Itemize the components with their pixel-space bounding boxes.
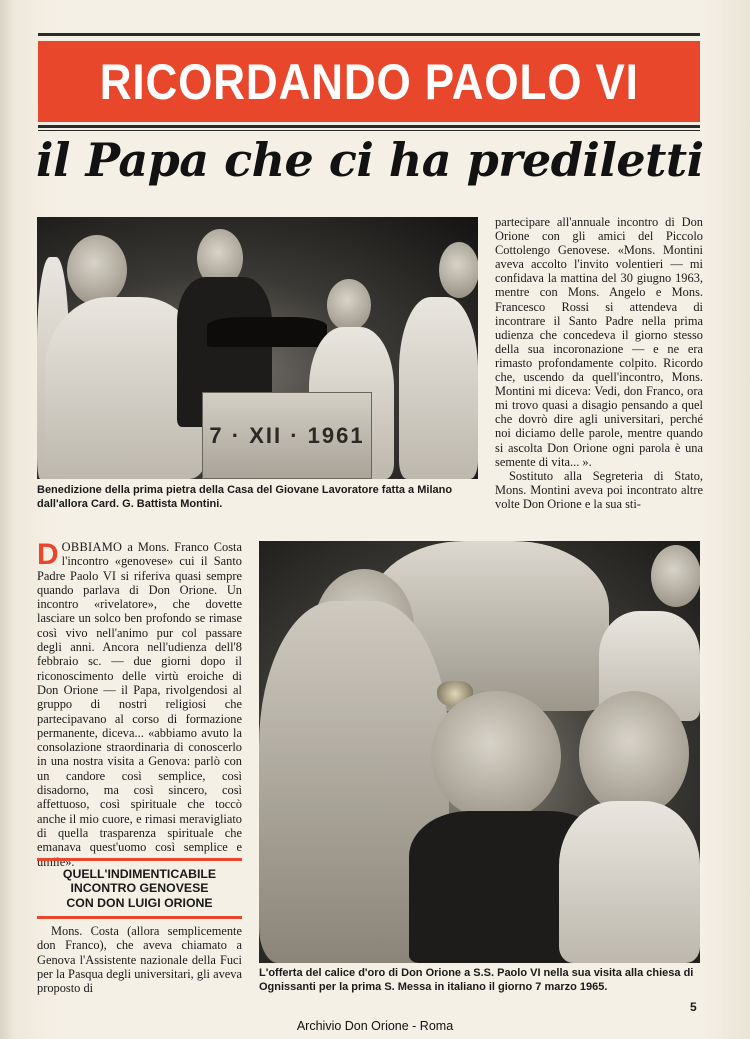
figure-bald-priest-head: [579, 691, 689, 816]
drop-cap: D: [37, 538, 59, 571]
photo1-caption: Benedizione della prima pietra della Casa del Giovane Lavoratore fatta a Milano dall'allora Card. G. Battista Montini.: [37, 484, 453, 510]
book: [207, 317, 327, 347]
section-heading-line-3: CON DON LUIGI ORIONE: [66, 895, 213, 910]
photo-golden-chalice-offering: [259, 541, 700, 963]
photo-blessing-first-stone: [37, 217, 478, 479]
figure-altar-boy-head: [327, 279, 371, 331]
figure-boy-head: [67, 235, 127, 305]
lead-word: OBBIAMO: [61, 540, 123, 554]
top-rule: [38, 33, 700, 36]
stone-inscription: 7 · XII · 1961: [209, 422, 365, 448]
page-number: 5: [690, 1000, 697, 1014]
title-banner: [38, 41, 700, 122]
left-text-column: [37, 540, 242, 869]
article-subtitle: il Papa che ci ha prediletti: [36, 133, 704, 187]
banner-rule-thin: [38, 130, 700, 131]
left-text-continued: Mons. Costa (allora semplicemente don Franco), che aveva chiamato a Genova l'Assistente nazionale della Fuci per la Pasqua degli universitari, gli aveva proposto di: [37, 924, 242, 996]
archive-watermark: Archivio Don Orione - Roma: [296, 1019, 454, 1033]
figure-bald-priest-surplice: [559, 801, 700, 963]
photo2-caption: L'offerta del calice d'oro di Don Orione a S.S. Paolo VI nella sua visita alla chiesa di Ognissanti per la prima S. Messa in italiano il giorno 7 marzo 1965.: [259, 967, 694, 993]
section-heading: [37, 858, 242, 919]
left-body-text: a Mons. Franco Costa l'incontro «genovese» cui il Santo Padre Paolo VI si riferiva quasi sempre quando parlava di Don Orione. Un incontro «rivelatore», che dovette lasciare un solco ben profondo se rimase così vivo nell'animo pur col passare degli anni. Ancora nell'udienza dell'8 febbraio sc. — due giorni dopo il riconoscimento delle virtù eroiche di Don Orione — il Papa, rivolgendosi al gruppo di nostri religiosi che partecipavano al corso di formazione permanente, diceva... «abbiamo avuto la consolazione straordinaria di conoscerlo in una nostra visita a Genova: parlò con un candore così semplice, così disadorno, ma così sincero, così affettuoso, così spirituale che toccò anche il mio cuore, e rimasi meravigliato di quella trasparenza spirituale che emanava quest'uomo così semplice e umile».: [37, 540, 242, 869]
section-heading-line-1: QUELL'INDIMENTICABILE: [62, 867, 217, 881]
right-paragraph-1: partecipare all'annuale incontro di Don Orione con gli amici del Piccolo Cottolengo Genovese. «Mons. Montini aveva accolto l'invito volentieri — mi confidava la mattina del 30 giugno 1963, mentre con Mons. Angelo e Mons. Francesco Rossi si attendeva di incontrare il Santo Padre nella prima udienza che concedeva il giorno stesso della sua incoronazione — e ne era rimasto profondamente colpito. Ricordo che, uscendo da quell'incontro, Mons. Montini mi diceva: Vedi, don Franco, ora mi trovo quasi a disagio pensando a quel che dovrò dire agli universitari, perché noi diciamo delle parole, mentre quando si ascolta Don Orione ogni parola è una semente di vita... ».: [495, 215, 703, 469]
banner-rule-thick: [38, 125, 700, 128]
figure-priest-surplice: [399, 297, 478, 479]
foundation-stone: [202, 392, 372, 479]
figure-priest-head: [439, 242, 478, 298]
banner-title: RICORDANDO PAOLO VI: [99, 53, 639, 110]
figure-don-orione-head: [431, 691, 561, 821]
section-heading-line-2: INCONTRO GENOVESE: [70, 881, 209, 896]
right-text-column: [495, 215, 703, 511]
right-paragraph-2: Sostituto alla Segreteria di Stato, Mons. Montini aveva poi incontrato altre volte Don Orione e la sua sti-: [495, 468, 703, 511]
figure-glasses-priest-head: [651, 545, 700, 607]
